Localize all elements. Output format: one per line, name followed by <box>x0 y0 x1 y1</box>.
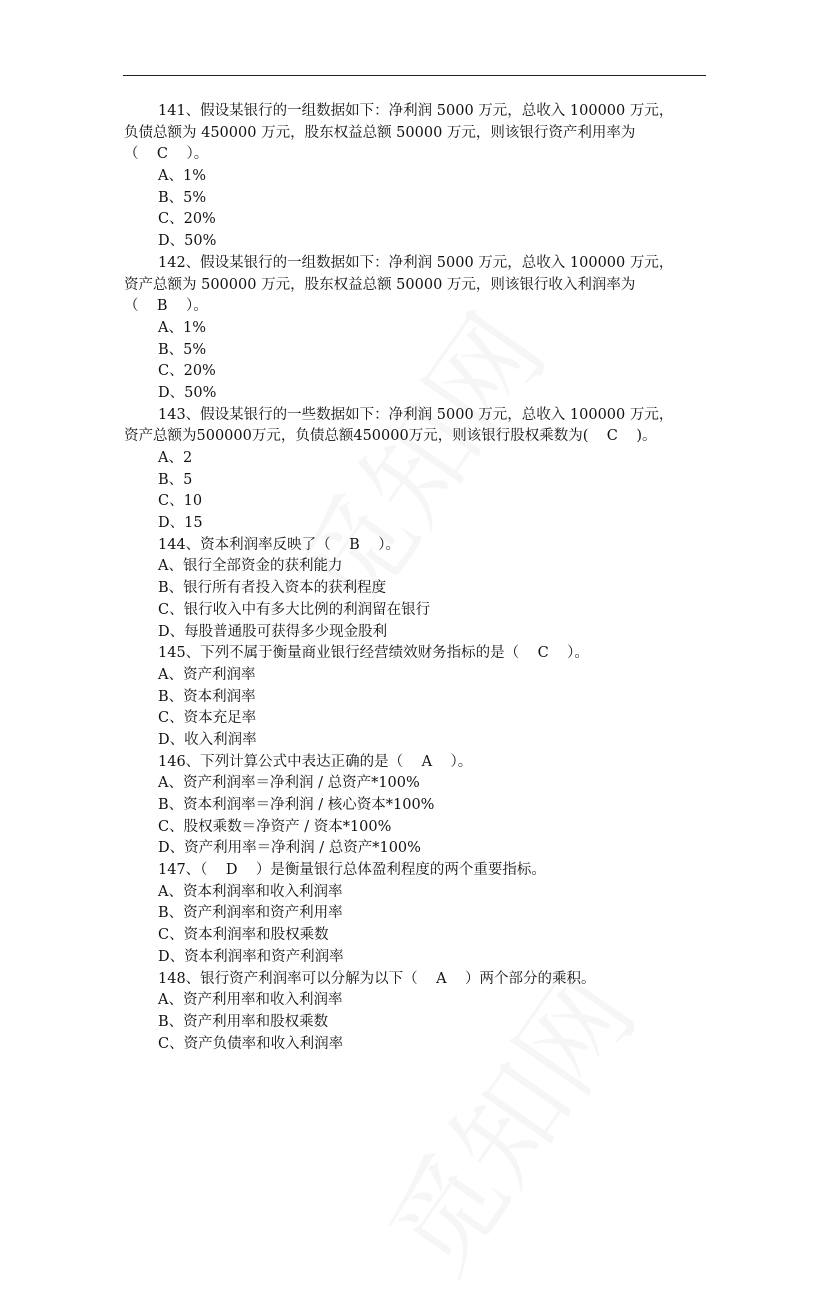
text-line: C、资产负债率和收入利润率 <box>158 1035 344 1052</box>
text-line: 141、假设某银行的一组数据如下：净利润 5000 万元，总收入 100000 万元， <box>158 103 674 119</box>
text-line: B、资本利润率 <box>158 688 256 705</box>
text-line: D、15 <box>158 515 203 532</box>
text-line: （ C ）。 <box>124 146 209 163</box>
text-line: 146、下列计算公式中表达正确的是（ A ）。 <box>158 753 473 770</box>
text-line: B、资产利用率和股权乘数 <box>158 1013 329 1030</box>
text-line: B、5% <box>158 189 207 206</box>
text-line: 142、假设某银行的一组数据如下：净利润 5000 万元，总收入 100000 万元， <box>158 254 674 271</box>
text-line: 资产总额为500000万元，负债总额450000万元，则该银行股权乘数为( C )。 <box>124 428 657 445</box>
text-line: A、资产利用率和收入利润率 <box>158 992 343 1009</box>
text-line: 144、资本利润率反映了（ B ）。 <box>158 536 400 553</box>
text-line: C、资本充足率 <box>158 710 257 727</box>
text-line: 145、下列不属于衡量商业银行经营绩效财务指标的是（ C ）。 <box>158 645 589 662</box>
text-line: 143、假设某银行的一些数据如下：净利润 5000 万元，总收入 100000 万元， <box>158 406 674 423</box>
text-line: A、资本利润率和收入利润率 <box>158 883 343 900</box>
text-line: C、20% <box>158 211 216 228</box>
text-line: B、资本利润率＝净利润 / 核心资本*100% <box>158 797 435 813</box>
text-line: D、资产利用率＝净利润 / 总资产*100% <box>158 840 421 857</box>
text-line: A、1% <box>158 168 206 185</box>
text-line: D、收入利润率 <box>158 731 257 748</box>
text-line: B、资产利润率和资产利用率 <box>158 905 343 922</box>
text-line: 负债总额为 450000 万元，股东权益总额 50000 万元，则该银行资产利用率为 <box>124 124 636 141</box>
document-body <box>124 101 708 1055</box>
text-line: B、5% <box>158 341 207 358</box>
text-line: A、资产利润率 <box>158 666 256 683</box>
text-line: A、资产利润率＝净利润 / 总资产*100% <box>158 775 420 792</box>
text-line: C、资本利润率和股权乘数 <box>158 927 329 944</box>
text-line: D、每股普通股可获得多少现金股利 <box>158 623 388 640</box>
text-line: （ B ）。 <box>124 298 208 315</box>
text-line: D、资本利润率和资产利润率 <box>158 948 344 965</box>
text-line: 148、银行资产利润率可以分解为以下（ A ）两个部分的乘积。 <box>158 970 596 987</box>
text-line: A、1% <box>158 319 206 336</box>
text-line: A、银行全部资金的获利能力 <box>158 558 343 575</box>
text-line: C、银行收入中有多大比例的利润留在银行 <box>158 601 431 618</box>
text-line: 147、（ D ）是衡量银行总体盈利程度的两个重要指标。 <box>158 862 546 879</box>
text-line: D、50% <box>158 384 217 401</box>
text-line: D、50% <box>158 233 217 250</box>
text-line: C、股权乘数＝净资产 / 资本*100% <box>158 818 392 835</box>
text-line: A、2 <box>158 450 193 466</box>
text-line: C、10 <box>158 493 203 510</box>
text-line: B、5 <box>158 471 193 488</box>
text-line: 资产总额为 500000 万元，股东权益总额 50000 万元，则该银行收入利润率为 <box>124 276 636 293</box>
header-rule <box>123 75 706 76</box>
text-line: B、银行所有者投入资本的获利程度 <box>158 580 387 597</box>
text-line: C、20% <box>158 363 216 380</box>
